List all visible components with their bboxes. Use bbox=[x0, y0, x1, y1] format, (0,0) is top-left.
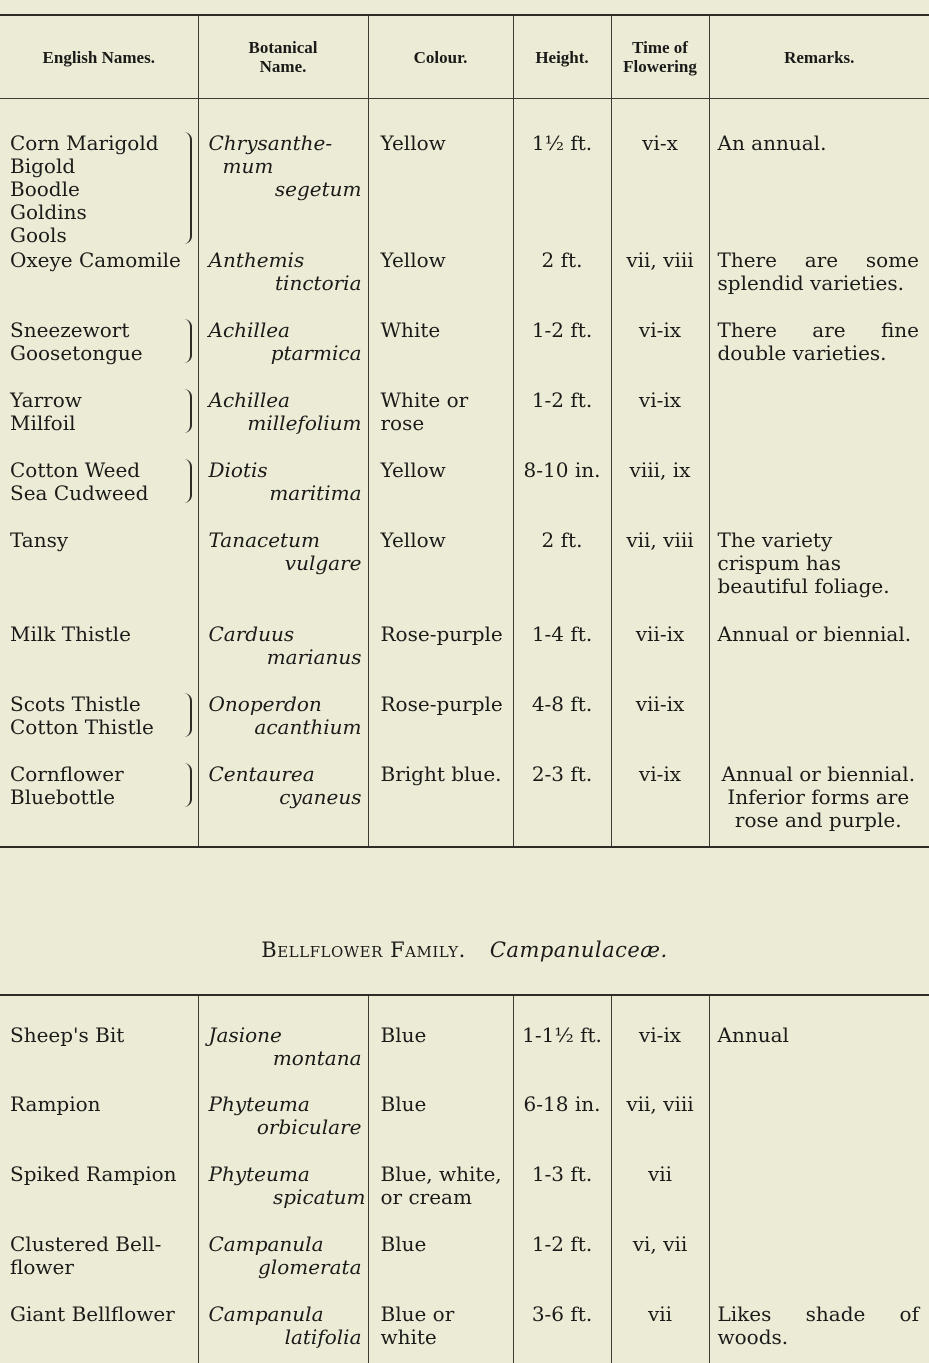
height-cell: 1-2 ft. bbox=[513, 389, 611, 459]
brace-mark bbox=[184, 459, 192, 503]
remarks-cell: The variety crispum has beautiful foliage. bbox=[709, 529, 929, 623]
family-name: Bellflower Family. bbox=[261, 938, 466, 962]
height-cell: 6-18 in. bbox=[513, 1093, 611, 1163]
botanical-name-cell bbox=[198, 1163, 368, 1233]
english-names-cell bbox=[0, 763, 198, 847]
species: marianus bbox=[266, 644, 362, 669]
english-name: Sheep's Bit bbox=[10, 1023, 125, 1047]
botanical-name-cell bbox=[198, 995, 368, 1093]
height-cell: 1-2 ft. bbox=[513, 319, 611, 389]
english-names-cell bbox=[0, 1163, 198, 1233]
colour-cell: Blue bbox=[368, 1233, 513, 1303]
flowering-cell: vi-ix bbox=[611, 319, 709, 389]
species: maritima bbox=[269, 480, 362, 505]
table-row bbox=[0, 763, 929, 847]
colour-cell: Rose-purple bbox=[368, 623, 513, 693]
height-cell: 1-1½ ft. bbox=[513, 995, 611, 1093]
species: segetum bbox=[274, 177, 362, 201]
english-name: Sea Cudweed bbox=[10, 480, 149, 505]
flowering-cell: vii-ix bbox=[611, 693, 709, 763]
section-heading bbox=[0, 938, 929, 962]
species: latifolia bbox=[284, 1325, 362, 1349]
botanical-name-cell bbox=[198, 1303, 368, 1363]
flowering-cell: vii bbox=[611, 1303, 709, 1363]
height-cell: 1-2 ft. bbox=[513, 1233, 611, 1303]
english-name: Goosetongue bbox=[10, 340, 143, 365]
botanical-name-cell bbox=[198, 763, 368, 847]
english-names-cell bbox=[0, 995, 198, 1093]
height-cell: 2 ft. bbox=[513, 529, 611, 623]
table-row bbox=[0, 99, 929, 249]
genus: Diotis bbox=[208, 457, 268, 482]
english-name: Boodle bbox=[10, 177, 80, 201]
table-row bbox=[0, 319, 929, 389]
species: ptarmica bbox=[270, 340, 362, 365]
english-names-cell bbox=[0, 623, 198, 693]
english-name: Milk Thistle bbox=[10, 621, 131, 646]
botanical-name-cell bbox=[198, 319, 368, 389]
table-header-row bbox=[0, 15, 929, 99]
genus: Achillea bbox=[208, 317, 290, 342]
table-row bbox=[0, 693, 929, 763]
colour-cell: Yellow bbox=[368, 249, 513, 319]
flowering-cell: vii bbox=[611, 1163, 709, 1233]
remarks-cell: An annual. bbox=[709, 99, 929, 249]
remarks-cell: There are some splendid varieties. bbox=[709, 249, 929, 319]
english-names-cell bbox=[0, 1303, 198, 1363]
english-name: Rampion bbox=[10, 1092, 101, 1116]
brace-mark bbox=[184, 389, 192, 433]
english-names-cell bbox=[0, 249, 198, 319]
english-names-cell bbox=[0, 529, 198, 623]
english-name: Bigold bbox=[10, 154, 76, 178]
height-cell: 1½ ft. bbox=[513, 99, 611, 249]
remarks-cell: Likes shade of woods. bbox=[709, 1303, 929, 1363]
english-name: Sneezewort bbox=[10, 317, 130, 342]
genus: Campanula bbox=[208, 1232, 324, 1256]
english-name: Milfoil bbox=[10, 410, 76, 435]
english-names-cell bbox=[0, 459, 198, 529]
remarks-cell bbox=[709, 1163, 929, 1233]
english-names-cell bbox=[0, 99, 198, 249]
species: acanthium bbox=[254, 714, 362, 739]
table-row bbox=[0, 1303, 929, 1363]
header-remarks: Remarks. bbox=[709, 15, 929, 99]
brace-mark bbox=[184, 319, 192, 363]
colour-cell: Blue bbox=[368, 1093, 513, 1163]
table-row bbox=[0, 623, 929, 693]
english-name: Yarrow bbox=[10, 387, 82, 412]
remarks-cell bbox=[709, 1233, 929, 1303]
flowering-cell: viii, ix bbox=[611, 459, 709, 529]
genus: Chrysanthe- bbox=[208, 131, 333, 155]
english-name: Tansy bbox=[10, 527, 69, 552]
header-botanical-name: Botanical Name. bbox=[198, 15, 368, 99]
flowering-cell: vi-ix bbox=[611, 763, 709, 847]
flowering-cell: vi-ix bbox=[611, 389, 709, 459]
genus: Phyteuma bbox=[208, 1092, 310, 1116]
remarks-cell: Annual bbox=[709, 995, 929, 1093]
remarks-cell: Annual or biennial. Inferior forms are rose and purple. bbox=[709, 763, 929, 847]
english-name: Oxeye Camomile bbox=[10, 247, 181, 272]
genus: Jasione bbox=[208, 1023, 282, 1047]
english-name: Gools bbox=[10, 223, 67, 247]
botanical-name-cell bbox=[198, 1233, 368, 1303]
genus: Tanacetum bbox=[208, 527, 320, 552]
species: orbiculare bbox=[256, 1115, 362, 1139]
colour-cell: Blue bbox=[368, 995, 513, 1093]
genus: Campanula bbox=[208, 1302, 324, 1326]
table-row bbox=[0, 459, 929, 529]
species: tinctoria bbox=[275, 270, 362, 295]
height-cell: 2-3 ft. bbox=[513, 763, 611, 847]
header-time-of-flowering: Time of Flowering bbox=[611, 15, 709, 99]
header-english-names: English Names. bbox=[0, 15, 198, 99]
english-name: Scots Thistle bbox=[10, 691, 141, 716]
height-cell: 1-3 ft. bbox=[513, 1163, 611, 1233]
botanical-name-cell bbox=[198, 249, 368, 319]
header-colour: Colour. bbox=[368, 15, 513, 99]
colour-cell: White bbox=[368, 319, 513, 389]
table-row bbox=[0, 1093, 929, 1163]
genus: Anthemis bbox=[208, 247, 305, 272]
remarks-cell: Annual or biennial. bbox=[709, 623, 929, 693]
english-name: Cotton Weed bbox=[10, 457, 141, 482]
table-row bbox=[0, 389, 929, 459]
english-name: Bluebottle bbox=[10, 784, 115, 809]
genus: Centaurea bbox=[208, 761, 315, 786]
genus: Onoperdon bbox=[208, 691, 322, 716]
species: vulgare bbox=[284, 550, 362, 575]
flowering-cell: vi, vii bbox=[611, 1233, 709, 1303]
botanical-name-cell bbox=[198, 389, 368, 459]
botanical-name-cell bbox=[198, 459, 368, 529]
botanical-name-cell bbox=[198, 99, 368, 249]
colour-cell: Rose-purple bbox=[368, 693, 513, 763]
flowering-cell: vi-x bbox=[611, 99, 709, 249]
species: spicatum bbox=[273, 1185, 366, 1209]
botanical-name-cell bbox=[198, 623, 368, 693]
colour-cell: Bright blue. bbox=[368, 763, 513, 847]
table-row bbox=[0, 249, 929, 319]
genus: Phyteuma bbox=[208, 1162, 310, 1186]
english-names-cell bbox=[0, 1093, 198, 1163]
table-row bbox=[0, 1233, 929, 1303]
remarks-cell bbox=[709, 459, 929, 529]
table-row bbox=[0, 995, 929, 1093]
colour-cell: Blue, white, or cream bbox=[368, 1163, 513, 1233]
flowering-cell: vi-ix bbox=[611, 995, 709, 1093]
brace-mark bbox=[184, 693, 192, 737]
english-name: Clustered Bell-flower bbox=[10, 1232, 162, 1279]
english-names-cell bbox=[0, 319, 198, 389]
header-height: Height. bbox=[513, 15, 611, 99]
remarks-cell bbox=[709, 1093, 929, 1163]
species: millefolium bbox=[247, 410, 362, 435]
height-cell: 8-10 in. bbox=[513, 459, 611, 529]
colour-cell: White or rose bbox=[368, 389, 513, 459]
flowering-cell: vii-ix bbox=[611, 623, 709, 693]
flowering-cell: vii, viii bbox=[611, 529, 709, 623]
english-names-cell bbox=[0, 693, 198, 763]
botanical-name-cell bbox=[198, 529, 368, 623]
english-name: Goldins bbox=[10, 200, 87, 224]
table-row bbox=[0, 1163, 929, 1233]
flowering-cell: vii, viii bbox=[611, 249, 709, 319]
remarks-cell bbox=[709, 693, 929, 763]
family-latin-name: Campanulaceæ. bbox=[489, 938, 668, 962]
botanical-name-cell bbox=[198, 693, 368, 763]
colour-cell: Blue or white bbox=[368, 1303, 513, 1363]
botanical-name-cell bbox=[198, 1093, 368, 1163]
english-names-cell bbox=[0, 1233, 198, 1303]
table-row bbox=[0, 529, 929, 623]
colour-cell: Yellow bbox=[368, 529, 513, 623]
english-name: Cornflower bbox=[10, 761, 124, 786]
composite-family-table bbox=[0, 14, 929, 848]
colour-cell: Yellow bbox=[368, 99, 513, 249]
height-cell: 3-6 ft. bbox=[513, 1303, 611, 1363]
flowering-cell: vii, viii bbox=[611, 1093, 709, 1163]
brace-mark bbox=[184, 763, 192, 807]
species: montana bbox=[272, 1046, 362, 1070]
species: cyaneus bbox=[279, 784, 362, 809]
bellflower-family-table bbox=[0, 994, 929, 1363]
english-name: Giant Bellflower bbox=[10, 1302, 175, 1326]
remarks-cell: There are fine double varieties. bbox=[709, 319, 929, 389]
english-names-cell bbox=[0, 389, 198, 459]
genus: Achillea bbox=[208, 387, 290, 412]
height-cell: 4-8 ft. bbox=[513, 693, 611, 763]
english-name: Cotton Thistle bbox=[10, 714, 154, 739]
english-name: Corn Marigold bbox=[10, 131, 159, 155]
genus: Carduus bbox=[208, 621, 295, 646]
genus-continuation: mum bbox=[222, 154, 274, 178]
remarks-cell bbox=[709, 389, 929, 459]
height-cell: 1-4 ft. bbox=[513, 623, 611, 693]
brace-mark bbox=[184, 132, 192, 244]
species: glomerata bbox=[258, 1255, 362, 1279]
english-name: Spiked Rampion bbox=[10, 1162, 177, 1186]
colour-cell: Yellow bbox=[368, 459, 513, 529]
height-cell: 2 ft. bbox=[513, 249, 611, 319]
